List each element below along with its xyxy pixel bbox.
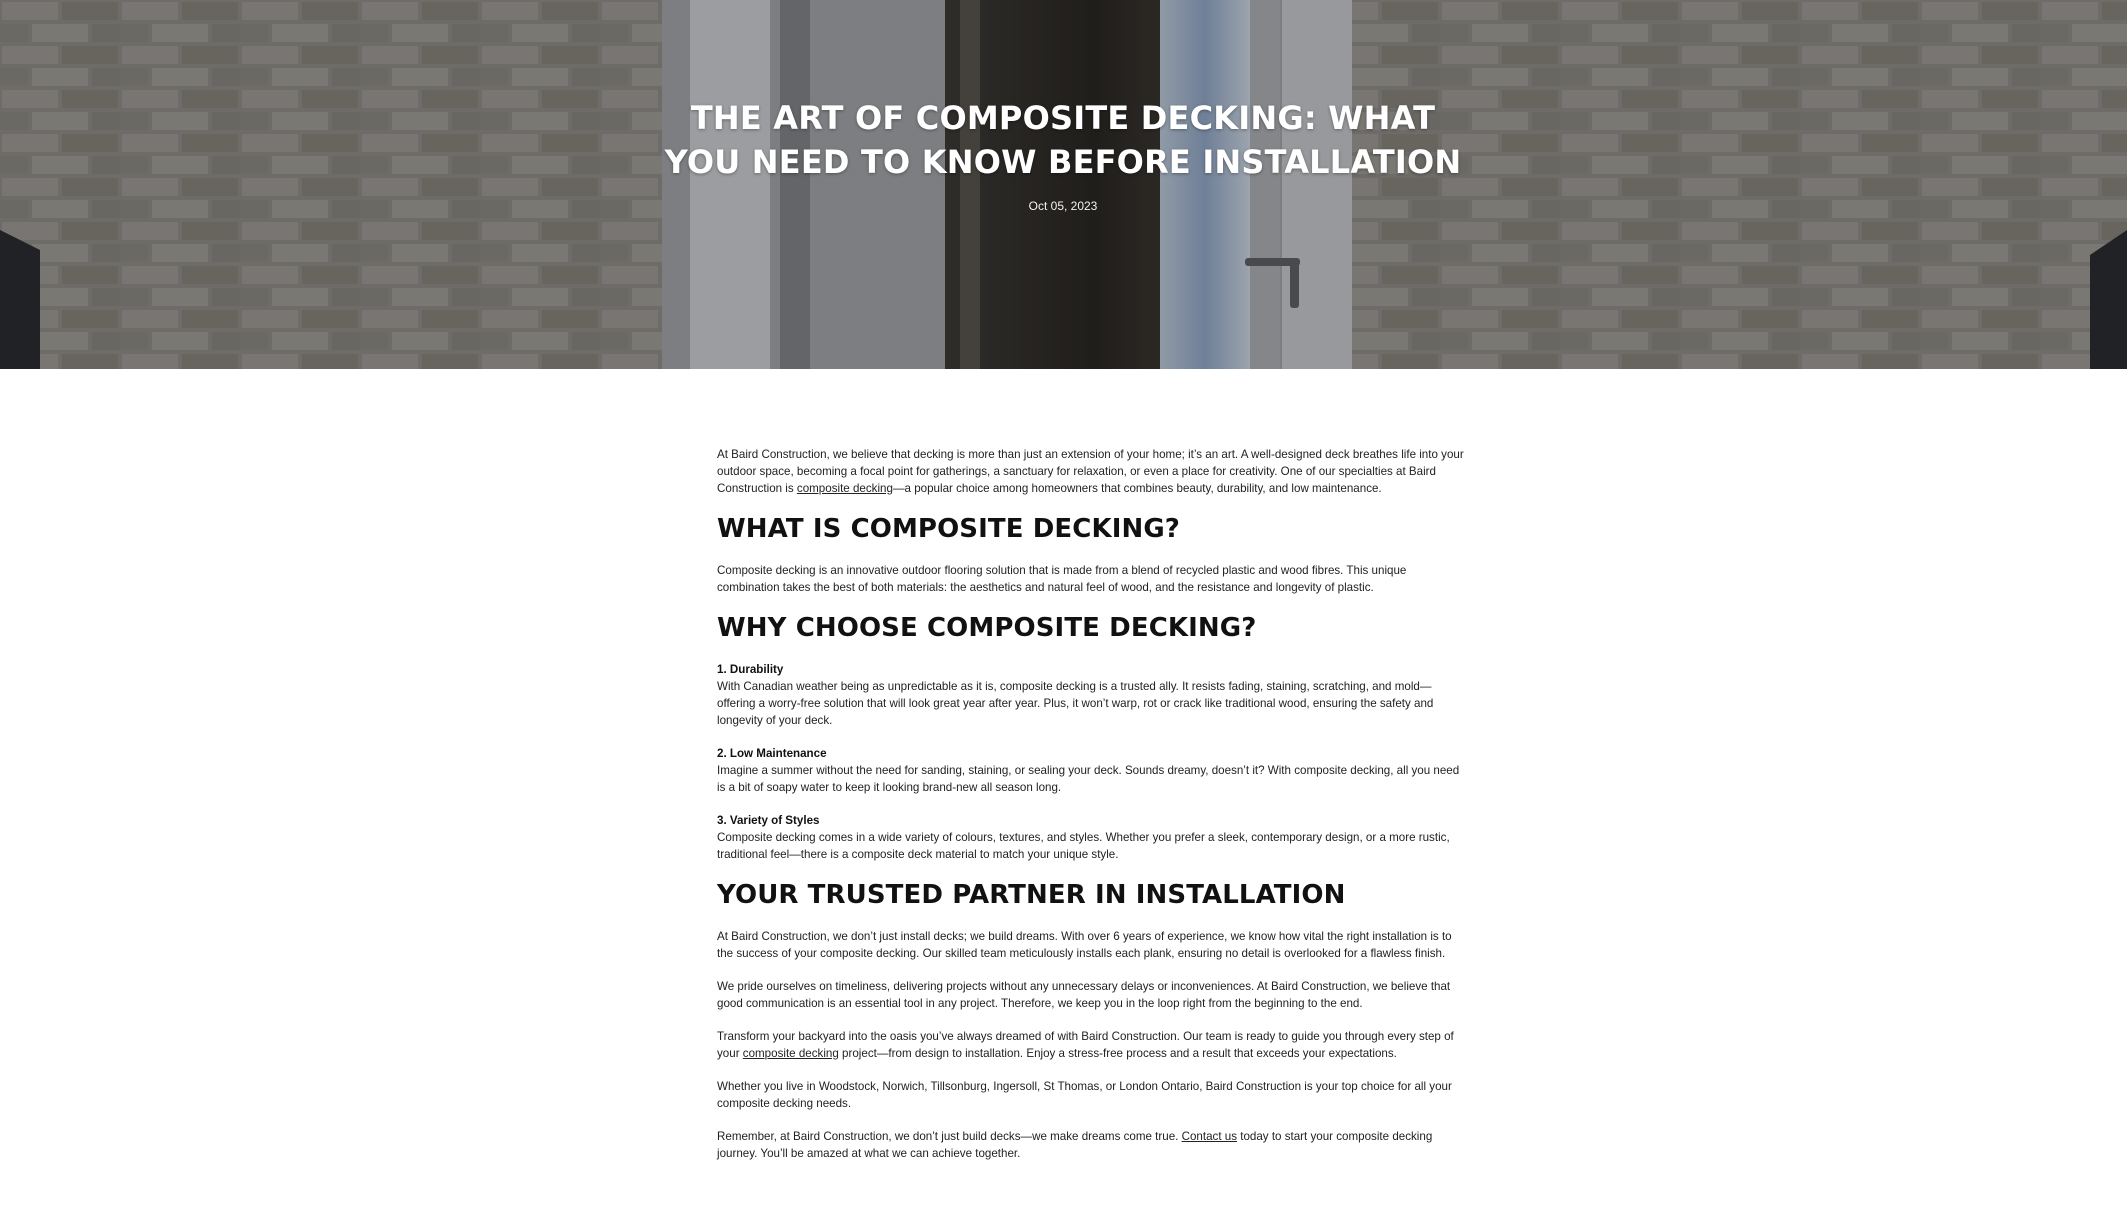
reason-title: 1. Durability	[717, 663, 784, 676]
post-date: Oct 05, 2023	[1028, 199, 1098, 213]
partner-paragraph-3	[717, 1028, 1469, 1062]
reason-text: With Canadian weather being as unpredictable as it is, composite decking is a trusted ally. It resists fading, staining, scratching, and mold—offering a worry-free solution that will look great year after year. Plus, it won’t warp, rot or crack like traditional wood, ensuring the safety and longevity of your deck.	[717, 680, 1434, 727]
partner-text: Transform your backyard into the oasis you’ve always dreamed of with Baird Construction. Our team is ready to guide you through every step of your	[717, 1030, 1454, 1060]
heading-what-is: WHAT IS COMPOSITE DECKING?	[717, 514, 1180, 544]
hero-overlay	[0, 0, 2127, 369]
reason-title: 2. Low Maintenance	[717, 747, 827, 760]
intro-text: At Baird Construction, we believe that decking is more than just an extension of your home; it’s an art. A well-designed deck breathes life into your outdoor space, becoming a focal point for gatherings, a sanctuary for relaxation, or even a place for creativity. One of our specialties at Baird Construction is	[717, 448, 1464, 495]
reason-text: Imagine a summer without the need for sanding, staining, or sealing your deck. Sounds dreamy, doesn’t it? With composite decking, all you need is a bit of soapy water to keep it looking brand-new all season long.	[717, 764, 1460, 794]
partner-paragraph-2: We pride ourselves on timeliness, delivering projects without any unnecessary delays or inconveniences. At Baird Construction, we believe that good communication is an essential tool in any project. Therefore, we keep you in the loop right from the beginning to the end.	[717, 980, 1451, 1010]
article-body	[717, 446, 1469, 1178]
page-title: THE ART OF COMPOSITE DECKING: WHAT YOU NEED TO KNOW BEFORE INSTALLATION	[664, 99, 1462, 181]
partner-paragraph-1: At Baird Construction, we don’t just install decks; we build dreams. With over 6 years of experience, we know how vital the right installation is to the success of your composite decking. Our skilled team meticulously installs each plank, ensuring no detail is overlooked for a flawless finish.	[717, 930, 1452, 960]
reason-title: 3. Variety of Styles	[717, 814, 820, 827]
what-is-paragraph: Composite decking is an innovative outdoor flooring solution that is made from a blend of recycled plastic and wood fibres. This unique combination takes the best of both materials: the aesthetics and natural feel of wood, and the resistance and longevity of plastic.	[717, 564, 1407, 594]
reason-text: Composite decking comes in a wide variety of colours, textures, and styles. Whether you prefer a sleek, contemporary design, or a more rustic, traditional feel—there is a composite deck material to match your unique style.	[717, 831, 1450, 861]
closing-paragraph	[717, 1128, 1469, 1162]
composite-decking-link[interactable]: composite decking	[796, 482, 893, 495]
intro-paragraph	[717, 446, 1469, 497]
heading-trusted-partner: YOUR TRUSTED PARTNER IN INSTALLATION	[717, 880, 1346, 910]
intro-text-end: —a popular choice among homeowners that combines beauty, durability, and low maintenance.	[892, 482, 1382, 495]
reason-variety	[717, 812, 1469, 863]
reason-durability	[717, 661, 1469, 729]
reason-low-maintenance	[717, 745, 1469, 796]
hero-banner	[0, 0, 2127, 369]
partner-text-end: project—from design to installation. Enjoy a stress-free process and a result that exceeds your expectations.	[838, 1047, 1397, 1060]
composite-decking-link-2[interactable]: composite decking	[742, 1047, 839, 1060]
partner-paragraph-4: Whether you live in Woodstock, Norwich, Tillsonburg, Ingersoll, St Thomas, or London Ontario, Baird Construction is your top choice for all your composite decking needs.	[717, 1080, 1452, 1110]
closing-text: Remember, at Baird Construction, we don’t just build decks—we make dreams come true.	[717, 1130, 1182, 1143]
contact-us-link[interactable]: Contact us	[1181, 1130, 1238, 1143]
heading-why-choose: WHY CHOOSE COMPOSITE DECKING?	[717, 613, 1257, 643]
closing-text-end: today to start your composite decking journey. You’ll be amazed at what we can achieve together.	[717, 1130, 1433, 1160]
